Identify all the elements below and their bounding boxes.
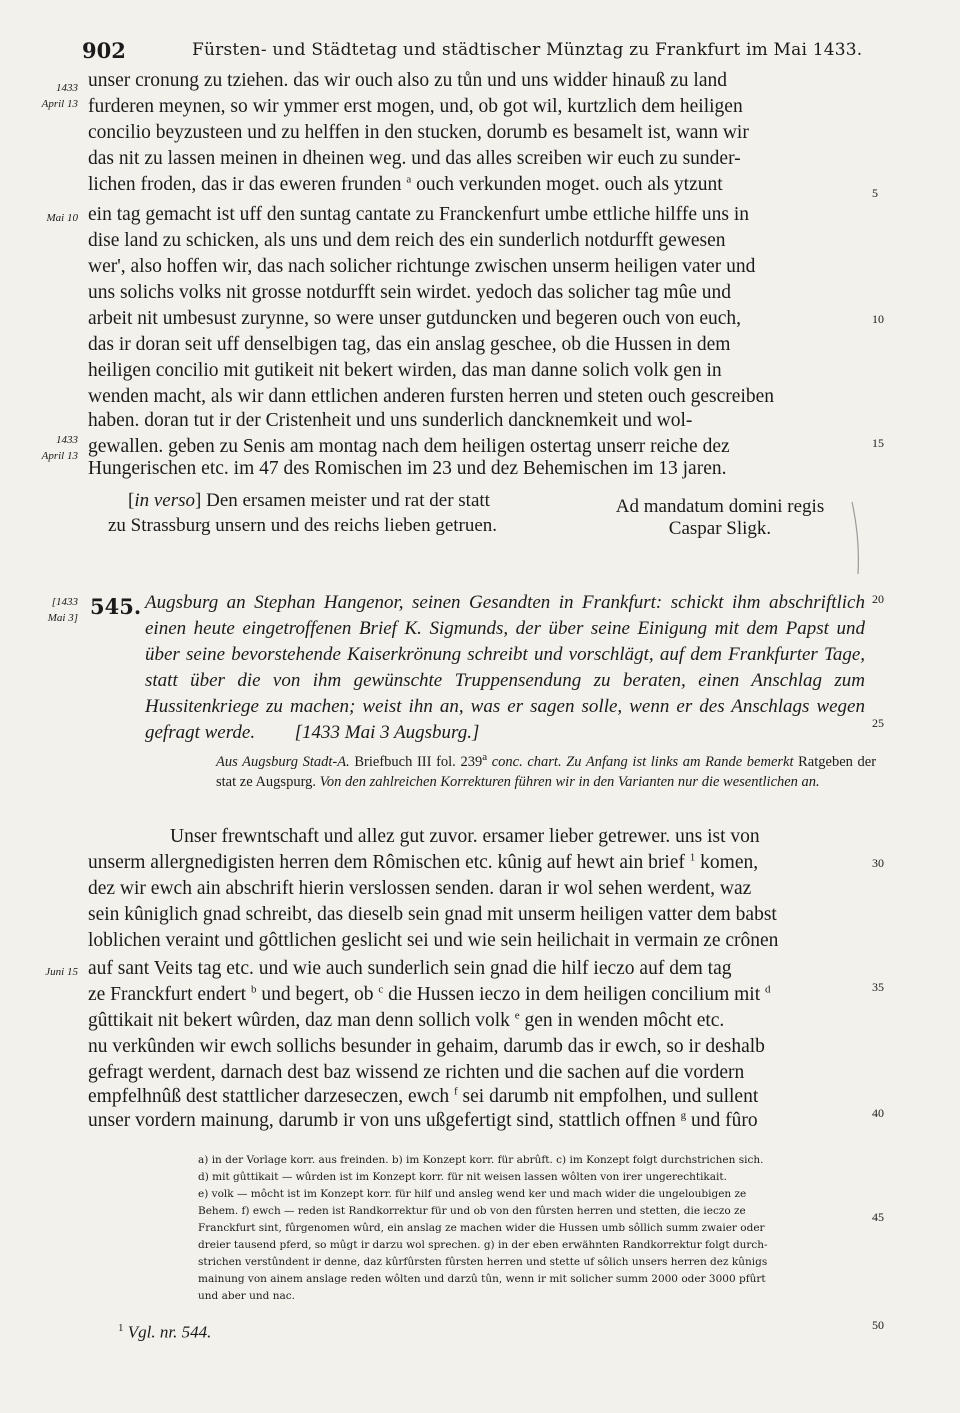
footnote-number: 1 [118, 1322, 124, 1334]
text-line: uns solichs volks nit grosse notdurfft sein wirdet. yedoch das solicher tag mûe und [88, 282, 732, 303]
variant-line: strichen verstûndent ir denne, daz kûrfûrsten fûrsten herren und stette uf sôlich unsers herren dez kûnigs [198, 1256, 768, 1268]
regest-summary [145, 590, 865, 746]
footnote-mark: e [514, 1009, 520, 1022]
text-line [88, 984, 771, 1006]
text-line: furderen meynen, so wir ymmer erst mogen, und, ob got wil, kurtzlich dem heiligen [88, 96, 743, 117]
text-line: unser cronung zu tziehen. das wir ouch also zu tůn und uns widder hinauß zu land [88, 70, 728, 91]
text-line [88, 1086, 758, 1108]
line-number: 15 [872, 436, 884, 450]
text-line: ein tag gemacht ist uff den suntag cantate zu Franckenfurt umbe ettliche hilffe uns in [88, 204, 749, 225]
line-number: 35 [872, 980, 884, 994]
footnote-mark: f [454, 1085, 458, 1098]
text-line [88, 174, 723, 196]
text-fragment: komen, [700, 852, 759, 873]
variant-line: a) in der Vorlage korr. aus freinden. b) im Konzept korr. für abrûft. c) im Konzept folgt durchstrichen sich. [198, 1154, 764, 1166]
footnote-mark: d [765, 983, 771, 996]
text-line: dise land zu schicken, als uns und dem reich des ein sunderlich notdurfft gewesen [88, 230, 726, 251]
margin-date-year: [1433 [51, 596, 78, 608]
text-line: das nit zu lassen meinen in dheinen weg. und das alles screiben wir euch zu sunder- [88, 148, 741, 169]
page-number: 902 [82, 38, 126, 63]
variant-line: und aber und nac. [198, 1290, 295, 1302]
text-line [88, 1110, 758, 1132]
footnote-text: Vgl. nr. 544. [127, 1322, 212, 1342]
text-line: Unser frewntschaft und allez gut zuvor. ersamer lieber getrewer. uns ist von [170, 826, 760, 847]
text-line [88, 852, 758, 874]
mandate-line: Ad mandatum domini regis [615, 496, 825, 517]
margin-date-year: 1433 [56, 82, 78, 94]
text-line: sein kûniglich gnad schreibt, das dieselb sein gnad mit unserm heiligen vatter dem babst [88, 904, 777, 925]
text-line: haben. doran tut ir der Cristenheit und uns sunderlich dancknemkeit und wol- [88, 410, 693, 431]
text-line: nu verkûnden wir ewch sollichs besunder in gehaim, darumb das ir ewch, so ir deshalb [88, 1036, 765, 1057]
text-line: concilio beyzusteen und zu helffen in den stucken, dorumb es besamelt ist, wann wir [88, 122, 749, 143]
footnote-mark: 1 [689, 851, 696, 864]
text-line: das ir doran seit uff denselbigen tag, das ein anslag geschee, ob die Hussen in dem [88, 334, 731, 355]
text-fragment: lichen froden, das ir das eweren frunden [88, 174, 402, 195]
text-line: gefragt werdent, darnach dest baz wissend ze richten und die sachen auf die vordern [88, 1062, 745, 1083]
text-line: arbeit nit umbesust zurynne, so were unser gutduncken und begeren ouch von euch, [88, 308, 742, 329]
line-number: 5 [872, 186, 878, 200]
mandate-signature: Caspar Sligk. [668, 518, 772, 539]
line-number: 25 [872, 716, 884, 730]
text-fragment: und begert, ob [261, 984, 374, 1005]
line-number: 20 [872, 592, 884, 606]
variant-line: mainung von ainem anslage reden wôlten und darzû tûn, wenn ir mit solicher summ 2000 oder 3000 pfûrt [198, 1273, 766, 1285]
footnote-mark: a [406, 173, 412, 186]
margin-date: Mai 10 [46, 212, 78, 224]
source-variants-note: Von den zahlreichen Korrekturen führen wir in den Varianten nur die wesentlichen an. [319, 774, 820, 790]
text-fragment: und fûro [691, 1110, 758, 1131]
verso-label: in verso [134, 490, 196, 511]
text-line: gewallen. geben zu Senis am montag nach dem heiligen ostertag unserr reiche dez [88, 436, 730, 457]
source-note [216, 752, 876, 792]
pencil-mark-icon [848, 498, 868, 578]
source-quote: Ratgeben der stat ze Augspurg. [216, 754, 877, 790]
footnote [118, 1322, 211, 1343]
variant-line: Behem. f) ewch — reden ist Randkorrektur für und ob von den fûrsten herren und stetten, die ieczo ze [198, 1205, 746, 1217]
line-number: 45 [872, 1210, 884, 1224]
source-remark: Zu Anfang ist links am Rande bemerkt [566, 754, 794, 770]
text-line: Hungerischen etc. im 47 des Romischen im 23 und dez Behemischen im 13 jaren. [88, 458, 727, 479]
text-fragment: unserm allergnedigisten herren dem Rômischen etc. kûnig auf hewt ain brief [88, 852, 685, 873]
line-number: 50 [872, 1318, 884, 1332]
text-fragment: die Hussen ieczo in dem heiligen concilium mit [388, 984, 761, 1005]
source-archive: Aus Augsburg Stadt-A. [216, 754, 350, 770]
text-line: heiligen concilio mit gutikeit nit bekert wirden, das man danne solich volk gen in [88, 360, 722, 381]
text-fragment: unser vordern mainung, darumb ir von uns ußgefertigt sind, stattlich offnen [88, 1110, 676, 1131]
text-fragment: gûttikait nit bekert wûrden, daz man denn sollich volk [88, 1010, 510, 1031]
margin-date-day: Mai 3] [47, 612, 78, 624]
text-fragment: empfelhnûß dest stattlicher darzeseczen, ewch [88, 1086, 450, 1107]
variant-line: d) mit gûttikait — wûrden ist im Konzept korr. für nit weisen lassen wôlten von irer ungerechtikait. [198, 1171, 727, 1183]
line-number: 10 [872, 312, 884, 326]
running-title: Fürsten- und Städtetag und städtischer Münztag zu Frankfurt im Mai 1433. [192, 40, 863, 60]
verso-address: [in verso] Den ersamen meister und rat der statt zu Strassburg unsern und des reichs lieben getruen. [108, 490, 498, 536]
text-line: wenden macht, als wir dann ettlichen anderen fursten herren und steten ouch gescreiben [88, 386, 775, 407]
text-fragment: gen in wenden môcht etc. [524, 1010, 725, 1031]
text-fragment: ze Franckfurt endert [88, 984, 247, 1005]
text-fragment: ouch verkunden moget. ouch als ytzunt [416, 174, 723, 195]
source-folio-mark: a [482, 751, 488, 764]
text-line: loblichen veraint und gôttlichen geslicht sei und wie sein heilichait in vermain ze crônen [88, 930, 779, 951]
margin-date-day: April 13 [41, 98, 78, 110]
text-line [88, 1010, 724, 1032]
margin-date: Juni 15 [45, 966, 78, 978]
footnote-mark: g [680, 1109, 687, 1122]
text-line: wer', also hoffen wir, das nach solicher richtunge zwischen unserm heiligen vater und [88, 256, 756, 277]
variant-line: Franckfurt sint, fûrgenomen wûrd, ein anslag ze machen wider die Hussen umb sôllich summ zwaier oder [198, 1222, 765, 1234]
text-line: auf sant Veits tag etc. und wie auch sunderlich sein gnad die hilf ieczo auf dem tag [88, 958, 732, 979]
variant-line: dreier tausend pferd, so mûgt ir darzu wol sprechen. g) in der eben erwähnten Randkorrektur folgt durch- [198, 1239, 768, 1251]
margin-date-day: April 13 [41, 450, 78, 462]
variant-line: e) volk — môcht ist im Konzept korr. für hilf und ansleg wend ker und mach wider die ungeloubigen ze [198, 1188, 747, 1200]
margin-date-year: 1433 [56, 434, 78, 446]
source-type: conc. chart. [491, 754, 562, 770]
line-number: 30 [872, 856, 884, 870]
source-volume: Briefbuch III fol. 239 [354, 754, 483, 770]
line-number: 40 [872, 1106, 884, 1120]
variant-apparatus [198, 1152, 878, 1305]
regest-text: Augsburg an Stephan Hangenor, seinen Gesandten in Frankfurt: schickt ihm abschriftlich einen heute eingetroffenen Brief K. Sigmunds, der über seine Einigung mit dem Papst und über seine bevorstehende Kaiserkrönung schreibt und vorschlägt, auf dem Frankfurter Tage, statt über die von ihm gewünschte Truppensendung zu beraten, einen Anschlag zum Hussitenkriege zu machen; weist ihn an, was er sagen solle, wenn er des Anschlags wegen gefragt werde. [145, 592, 865, 743]
mandate-note [570, 496, 870, 540]
footnote-mark: c [378, 983, 384, 996]
verso-text: Den ersamen meister und rat der statt zu Strassburg unsern und des reichs lieben getruen. [108, 490, 498, 536]
text-fragment: sei darumb nit empfolhen, und sullent [462, 1086, 759, 1107]
footnote-mark: b [250, 983, 257, 996]
page-header [82, 38, 900, 62]
regest-date: [1433 Mai 3 Augsburg.] [294, 722, 480, 743]
text-line: dez wir ewch ain abschrift hierin verslossen senden. daran ir wol sehen werdent, waz [88, 878, 752, 899]
document-number: 545. [90, 594, 142, 619]
